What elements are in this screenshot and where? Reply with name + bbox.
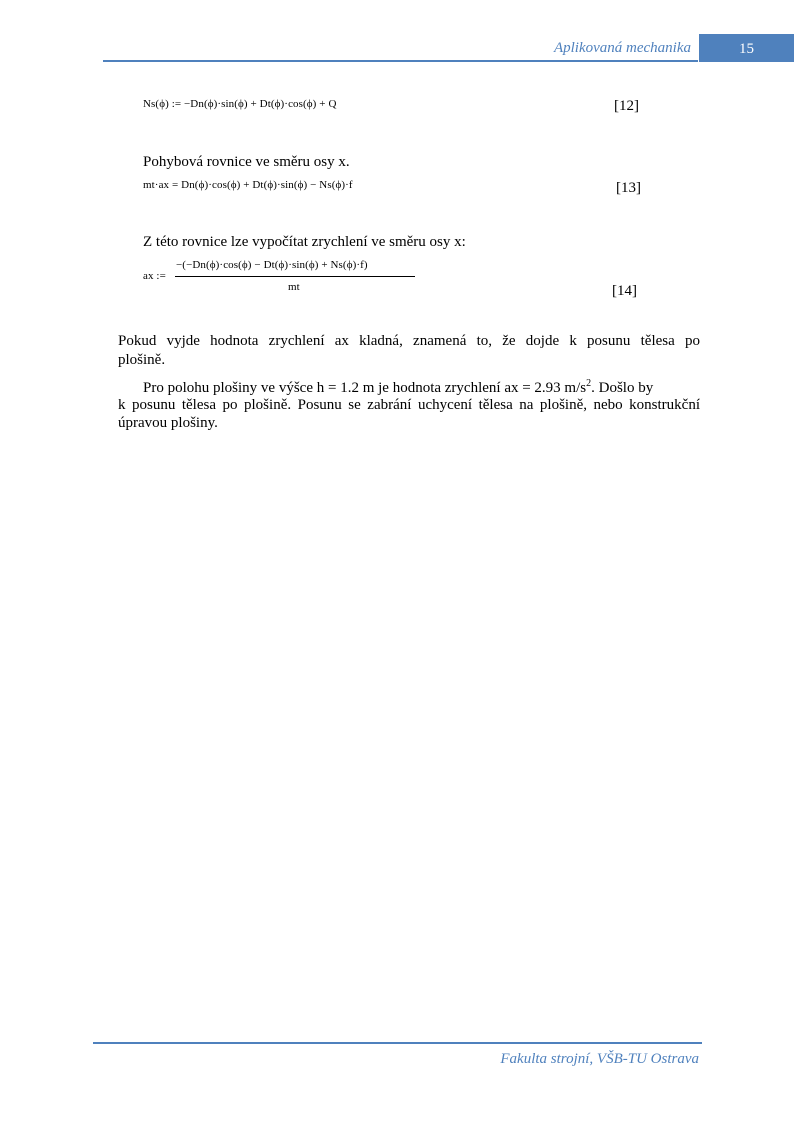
- paragraph-2-text: Pro polohu plošiny ve výšce h = 1.2 m je hodnota zrychlení ax = 2.93 m/s: [143, 380, 587, 396]
- footer-rule: [93, 1042, 702, 1044]
- equation-13-number: [13]: [616, 180, 641, 196]
- paragraph-2-line-3: úpravou plošiny.: [118, 415, 218, 431]
- paragraph-2-line-1: [143, 378, 700, 397]
- equation-14-lhs: ax :=: [143, 270, 166, 282]
- paragraph-2-line-2: k posunu tělesa po plošině. Posunu se zabrání uchycení tělesa na plošině, nebo konstrukční: [118, 397, 700, 413]
- paragraph-2-text-end: . Došlo by: [591, 380, 654, 396]
- paragraph-1-line-1: Pokud vyjde hodnota zrychlení ax kladná, znamená to, že dojde k posunu tělesa po: [118, 333, 700, 349]
- equation-14-numerator: −(−Dn(ϕ)·cos(ϕ) − Dt(ϕ)·sin(ϕ) + Ns(ϕ)·f): [176, 259, 368, 271]
- equation-12-number: [12]: [614, 98, 639, 114]
- footer-text: Fakulta strojní, VŠB-TU Ostrava: [500, 1051, 699, 1067]
- superscript: 2: [586, 378, 592, 389]
- paragraph-1-line-2: plošině.: [118, 352, 166, 368]
- equation-13-intro: Pohybová rovnice ve směru osy x.: [143, 154, 350, 170]
- fraction-bar: [175, 276, 415, 277]
- equation-14-intro: Z této rovnice lze vypočítat zrychlení ve směru osy x:: [143, 234, 466, 250]
- equation-14-number: [14]: [612, 283, 637, 299]
- equation-14-denominator: mt: [288, 281, 300, 293]
- equation-13: mt·ax = Dn(ϕ)·cos(ϕ) + Dt(ϕ)·sin(ϕ) − Ns(ϕ)·f: [143, 179, 353, 191]
- header-title: Aplikovaná mechanika: [553, 40, 691, 56]
- equation-12: Ns(ϕ) := −Dn(ϕ)·sin(ϕ) + Dt(ϕ)·cos(ϕ) + Q: [143, 98, 337, 110]
- header-rule: [103, 60, 698, 62]
- page-number: 15: [739, 41, 754, 57]
